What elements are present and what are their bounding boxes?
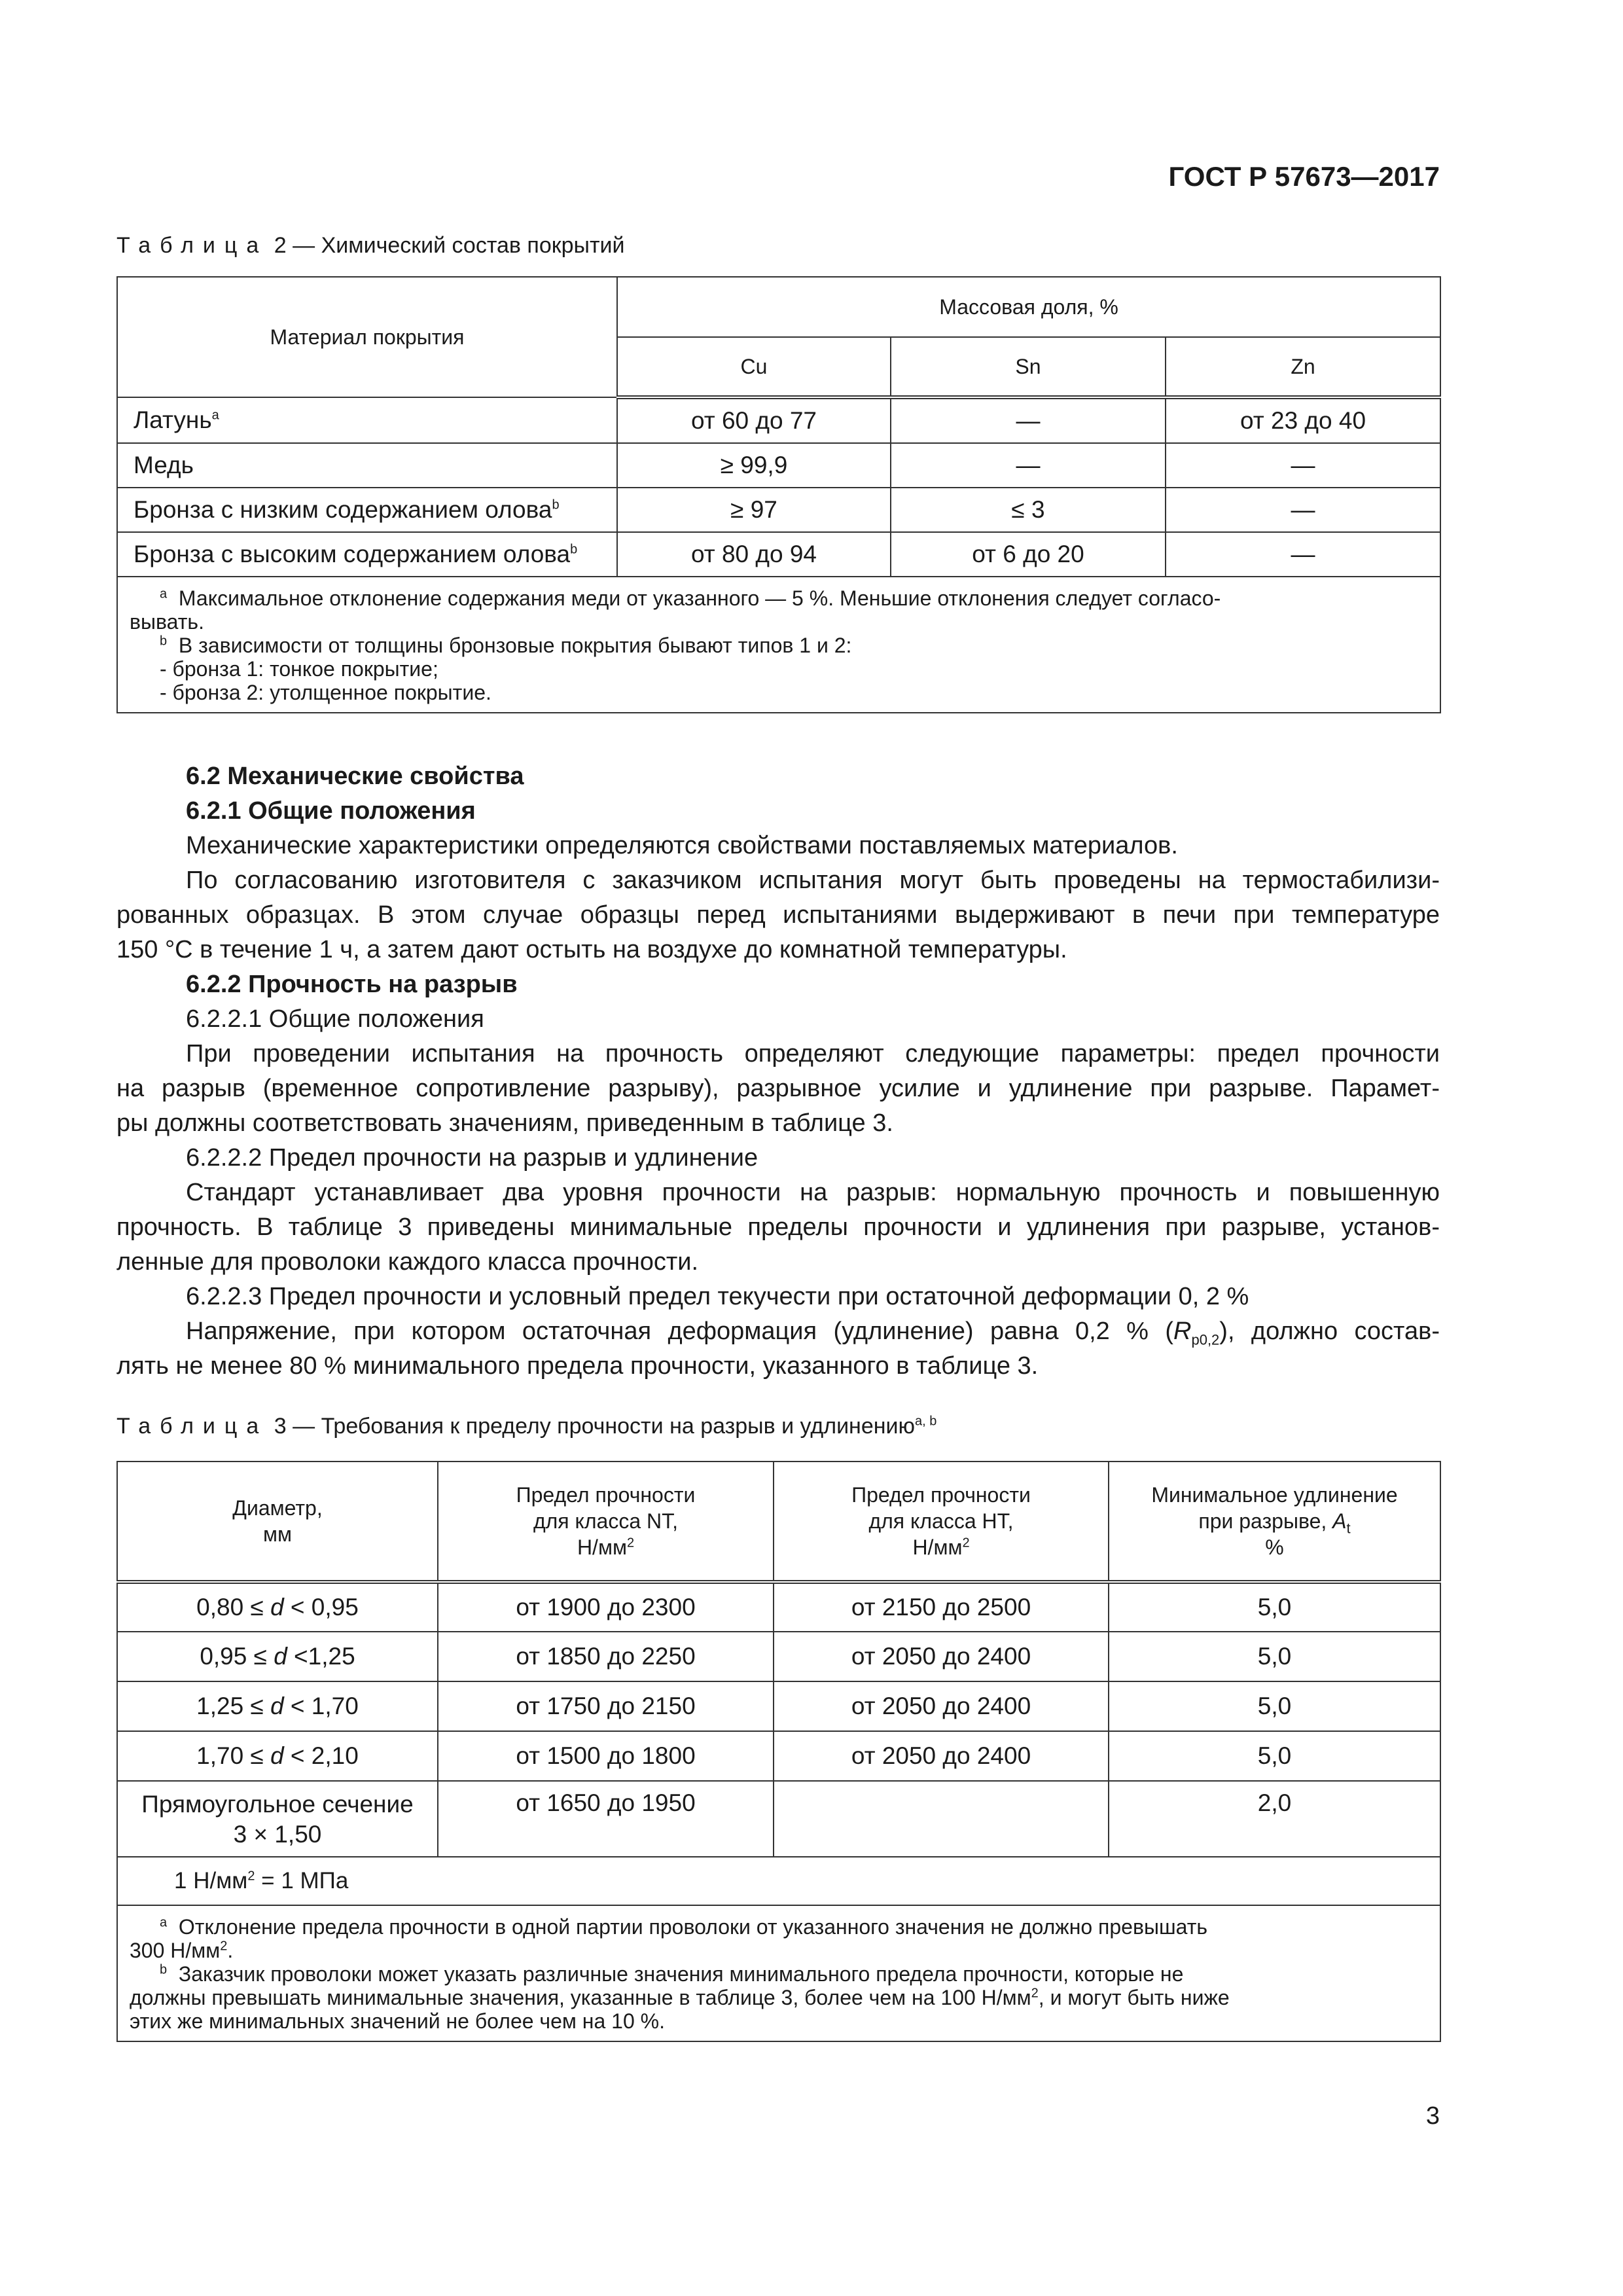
table2-note-b-item2: - бронза 2: утолщенное покрытие. xyxy=(160,681,491,704)
heading-6-2-2-3: 6.2.2.3 Предел прочности и условный предел текучести при остаточной деформации 0, 2 % xyxy=(186,1283,1249,1310)
paragraph: 150 °С в течение 1 ч, а затем дают остыть на воздухе до комнатной температуры. xyxy=(116,936,1067,963)
table3-header-diameter: Диаметр, мм xyxy=(117,1462,438,1582)
table-cell: Медь xyxy=(117,443,617,488)
table-cell: от 60 до 77 xyxy=(617,397,891,443)
table-cell: — xyxy=(1166,443,1440,488)
table-cell: — xyxy=(1166,488,1440,532)
table-cell: 0,95 ≤ d <1,25 xyxy=(117,1632,438,1681)
table-row xyxy=(117,1632,1440,1681)
table2-caption xyxy=(116,233,625,259)
heading-6-2-2-1: 6.2.2.1 Общие положения xyxy=(186,1005,484,1033)
table-cell xyxy=(774,1781,1109,1857)
table-row xyxy=(117,1681,1440,1731)
table3-note-b-cont: должны превышать минимальные значения, указанные в таблице 3, более чем на 100 $Н/мм^2$, и могут быть ниже xyxy=(130,1986,1230,2009)
table-cell: от 1650 до 1950 xyxy=(438,1781,774,1857)
table3-note-a: $^a$ Отклонение предела прочности в одной партии проволоки от указанного значения не должно превышать xyxy=(160,1915,1208,1939)
table-cell: — xyxy=(891,397,1166,443)
table-row xyxy=(117,1781,1440,1857)
table2-header-cu: Cu xyxy=(617,337,891,397)
table3-note-b-cont2: этих же минимальных значений не более чем на 10 %. xyxy=(130,2009,665,2033)
table-cell: — xyxy=(1166,532,1440,577)
table-row xyxy=(117,1582,1440,1632)
table3-note-b: $^b$ Заказчик проволоки может указать различные значения минимального предела прочности, которые не xyxy=(160,1962,1184,1986)
table-cell: Бронза с низким содержанием олова$^b$ xyxy=(117,488,617,532)
table2-footnotes xyxy=(117,577,1440,713)
table-cell: от 2150 до 2500 xyxy=(774,1582,1109,1632)
table-cell: от 80 до 94 xyxy=(617,532,891,577)
table-cell: от 2050 до 2400 xyxy=(774,1731,1109,1781)
paragraph: Механические характеристики определяются свойствами поставляемых материалов. xyxy=(186,832,1178,859)
table-cell: ≤ 3 xyxy=(891,488,1166,532)
table3-unit-note: 1 $Н/мм^2 = 1$ МПа xyxy=(117,1857,1440,1905)
paragraph: прочность. В таблице 3 приведены минимальные пределы прочности и удлинения при разрыве, установ- xyxy=(116,1213,1440,1241)
paragraph: ленные для проволоки каждого класса прочности. xyxy=(116,1248,699,1276)
table-cell: от 1850 до 2250 xyxy=(438,1632,774,1681)
paragraph: лять не менее 80 % минимального предела прочности, указанного в таблице 3. xyxy=(116,1352,1039,1380)
paragraph: При проведении испытания на прочность определяют следующие параметры: предел прочности xyxy=(186,1040,1440,1067)
table-cell: Латунь$^a$ xyxy=(117,397,617,443)
table3-header-nt: Предел прочности для класса NT, $Н/мм^2$ xyxy=(438,1462,774,1582)
table2-note-a-cont: вывать. xyxy=(130,610,204,634)
table-cell: 1,70 ≤ d < 2,10 xyxy=(117,1731,438,1781)
table2-note-a: $^a$ Максимальное отклонение содержания меди от указанного — 5 %. Меньшие отклонения следует согласо- xyxy=(160,586,1221,610)
table2 xyxy=(116,276,1441,713)
table2-caption-word: Таблица xyxy=(116,233,268,258)
heading-6-2-2: 6.2.2 Прочность на разрыв xyxy=(186,971,518,998)
paragraph: на разрыв (временное сопротивление разрыву), разрывное усилие и удлинение при разрыве. Парамет- xyxy=(116,1075,1440,1102)
table2-header-sn: Sn xyxy=(891,337,1166,397)
paragraph: По согласованию изготовителя с заказчиком испытания могут быть проведены на термостабилизи- xyxy=(186,867,1440,894)
table3-header-elongation: Минимальное удлинение при разрыве, $A_t$ % xyxy=(1109,1462,1440,1582)
table2-header-mass: Массовая доля, % xyxy=(617,277,1440,337)
table-row xyxy=(117,488,1440,532)
table-cell: 0,80 ≤ d < 0,95 xyxy=(117,1582,438,1632)
table3-caption-text: 3 — Требования к пределу прочности на разрыв и удлинению xyxy=(274,1414,916,1439)
table-cell: 5,0 xyxy=(1109,1681,1440,1731)
document-id: ГОСТ Р 57673—2017 xyxy=(1168,161,1440,192)
table-cell: ≥ 97 xyxy=(617,488,891,532)
table-cell: 1,25 ≤ d < 1,70 xyxy=(117,1681,438,1731)
table-row xyxy=(117,397,1440,443)
table-cell: от 1500 до 1800 xyxy=(438,1731,774,1781)
paragraph: Напряжение, при котором остаточная деформация (удлинение) равна 0,2 % $(R_{p0,2})$, должно состав- xyxy=(186,1318,1440,1348)
table-cell: — xyxy=(891,443,1166,488)
table3-footnotes xyxy=(117,1905,1440,2041)
heading-6-2-1: 6.2.1 Общие положения xyxy=(186,797,476,825)
table-cell: от 2050 до 2400 xyxy=(774,1681,1109,1731)
table2-note-b-item1: - бронза 1: тонкое покрытие; xyxy=(160,657,438,681)
table-cell: 2,0 xyxy=(1109,1781,1440,1857)
table-cell: Прямоугольное сечение 3 × 1,50 xyxy=(117,1781,438,1857)
table2-note-b: $^b$ В зависимости от толщины бронзовые покрытия бывают типов 1 и 2: xyxy=(160,634,852,657)
table-cell: 5,0 xyxy=(1109,1632,1440,1681)
table-row xyxy=(117,532,1440,577)
table-cell: от 1750 до 2150 xyxy=(438,1681,774,1731)
heading-6-2-2-2: 6.2.2.2 Предел прочности на разрыв и удлинение xyxy=(186,1144,758,1172)
table-row xyxy=(117,443,1440,488)
paragraph: ры должны соответствовать значениям, приведенным в таблице 3. xyxy=(116,1109,893,1137)
paragraph: рованных образцах. В этом случае образцы перед испытаниями выдерживают в печи при температуре xyxy=(116,901,1440,929)
table2-header-material: Материал покрытия xyxy=(117,277,617,397)
table-cell: 5,0 xyxy=(1109,1582,1440,1632)
table-row xyxy=(117,1731,1440,1781)
table-cell: от 1900 до 2300 xyxy=(438,1582,774,1632)
table3 xyxy=(116,1461,1441,2042)
table3-header-ht: Предел прочности для класса HT, $Н/мм^2$ xyxy=(774,1462,1109,1582)
table-cell: от 23 до 40 xyxy=(1166,397,1440,443)
table2-caption-text: 2 — Химический состав покрытий xyxy=(274,233,625,258)
table3-note-a-cont: 300 $Н/мм^2$. xyxy=(130,1939,234,1962)
paragraph: Стандарт устанавливает два уровня прочности на разрыв: нормальную прочность и повышенную xyxy=(186,1179,1440,1206)
heading-6-2: 6.2 Механические свойства xyxy=(186,762,524,790)
table-cell: 5,0 xyxy=(1109,1731,1440,1781)
table3-caption-word: Таблица xyxy=(116,1414,268,1439)
table-cell: от 6 до 20 xyxy=(891,532,1166,577)
table3-caption: Таблица 3 — Требования к пределу прочности на разрыв и удлинению$^{a, b}$ xyxy=(116,1414,937,1439)
section-6-2 xyxy=(116,759,1440,1384)
table-cell: от 2050 до 2400 xyxy=(774,1632,1109,1681)
table-cell: ≥ 99,9 xyxy=(617,443,891,488)
table-cell: Бронза с высоким содержанием олова$^b$ xyxy=(117,532,617,577)
table2-header-zn: Zn xyxy=(1166,337,1440,397)
page-number: 3 xyxy=(1425,2102,1440,2130)
